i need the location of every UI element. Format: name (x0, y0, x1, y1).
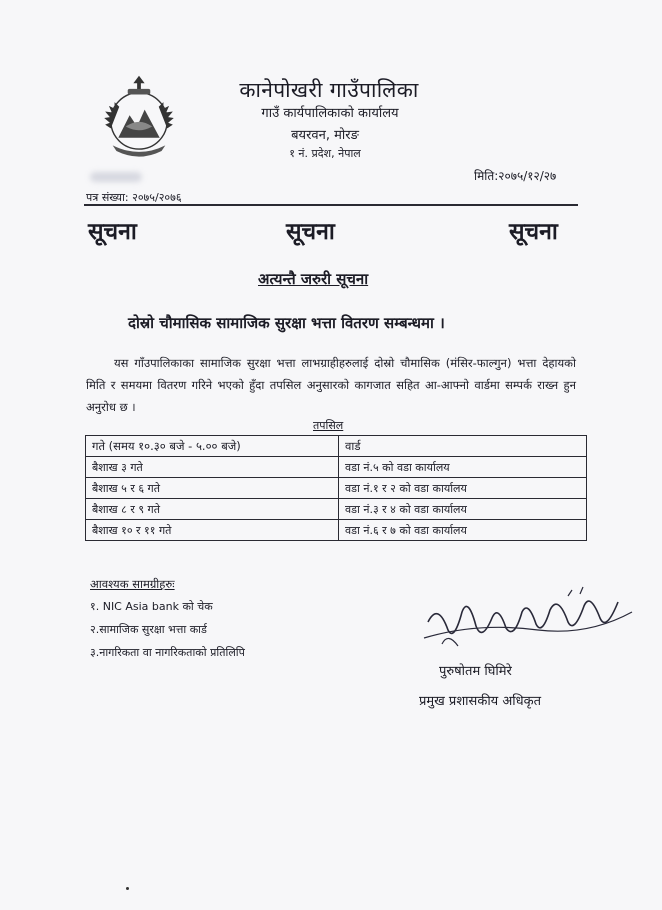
table-row (86, 478, 587, 499)
reference-number: पत्र संख्या: २०७५/२०७६ (86, 191, 182, 204)
distribution-schedule-table (85, 435, 587, 541)
office-name: गाउँ कार्यपालिकाको कार्यालय (261, 106, 399, 121)
table-row (86, 499, 587, 520)
column-header-ward: वार्ड (339, 436, 587, 457)
handwritten-signature (418, 582, 640, 656)
requirement-item: १. NIC Asia bank को चेक (90, 600, 213, 613)
ward-cell: वडा नं.३ र ४ को वडा कार्यालय (339, 499, 587, 520)
province-line: १ नं. प्रदेश, नेपाल (289, 147, 361, 160)
signatory-title: प्रमुख प्रशासकीय अधिकृत (419, 694, 542, 709)
header-divider (84, 204, 578, 206)
date-cell: बैशाख १० र ११ गते (86, 520, 339, 541)
ward-cell: वडा नं.६ र ७ को वडा कार्यालय (339, 520, 587, 541)
faded-stamp-mark (90, 172, 142, 182)
urgent-heading: अत्यन्तै जरुरी सूचना (258, 270, 369, 288)
column-header-date: गते (समय १०.३० बजे - ५.०० बजे) (86, 436, 339, 457)
municipality-name: कानेपोखरी गाउँपालिका (239, 78, 419, 102)
date-cell: बैशाख ३ गते (86, 457, 339, 478)
table-row (86, 457, 587, 478)
body-paragraph: यस गाँउपालिकाका सामाजिक सुरक्षा भत्ता लाभग्राहीहरुलाई दोस्रो चौमासिक (मंसिर-फाल्गुन) भत्ता देहायको मिति र समयमा वितरण गरिने भएको हुँदा तपसिल अनुसारको कागजात सहित आ-आफ्नो वार्डमा सम्पर्क राख्न हुन अनुरोध छ । (86, 356, 576, 414)
requirement-item: २.सामाजिक सुरक्षा भत्ता कार्ड (90, 623, 207, 636)
ward-cell: वडा नं.५ को वडा कार्यालय (339, 457, 587, 478)
notice-word-left: सूचना (88, 219, 137, 245)
office-location: बयरवन, मोरङ (291, 128, 359, 143)
subject-line: दोस्रो चौमासिक सामाजिक सुरक्षा भत्ता वितरण सम्बन्धमा । (128, 314, 445, 332)
signatory-name: पुरुषोतम घिमिरे (439, 664, 512, 679)
schedule-caption: तपसिल (313, 419, 344, 432)
table-row (86, 520, 587, 541)
issue-date: मिति:२०७५/१२/२७ (474, 169, 557, 183)
requirement-item: ३.नागरिकता वा नागरिकताको प्रतिलिपि (90, 646, 245, 659)
date-cell: बैशाख ५ र ६ गते (86, 478, 339, 499)
date-cell: बैशाख ८ र ९ गते (86, 499, 339, 520)
requirements-heading: आवश्यक सामग्रीहरुः (90, 577, 175, 591)
notice-word-right: सूचना (509, 219, 558, 245)
notice-word-center: सूचना (286, 219, 335, 245)
nepal-emblem-icon (92, 72, 186, 166)
ward-cell: वडा नं.१ र २ को वडा कार्यालय (339, 478, 587, 499)
stray-mark (126, 887, 129, 890)
table-header-row (86, 436, 587, 457)
